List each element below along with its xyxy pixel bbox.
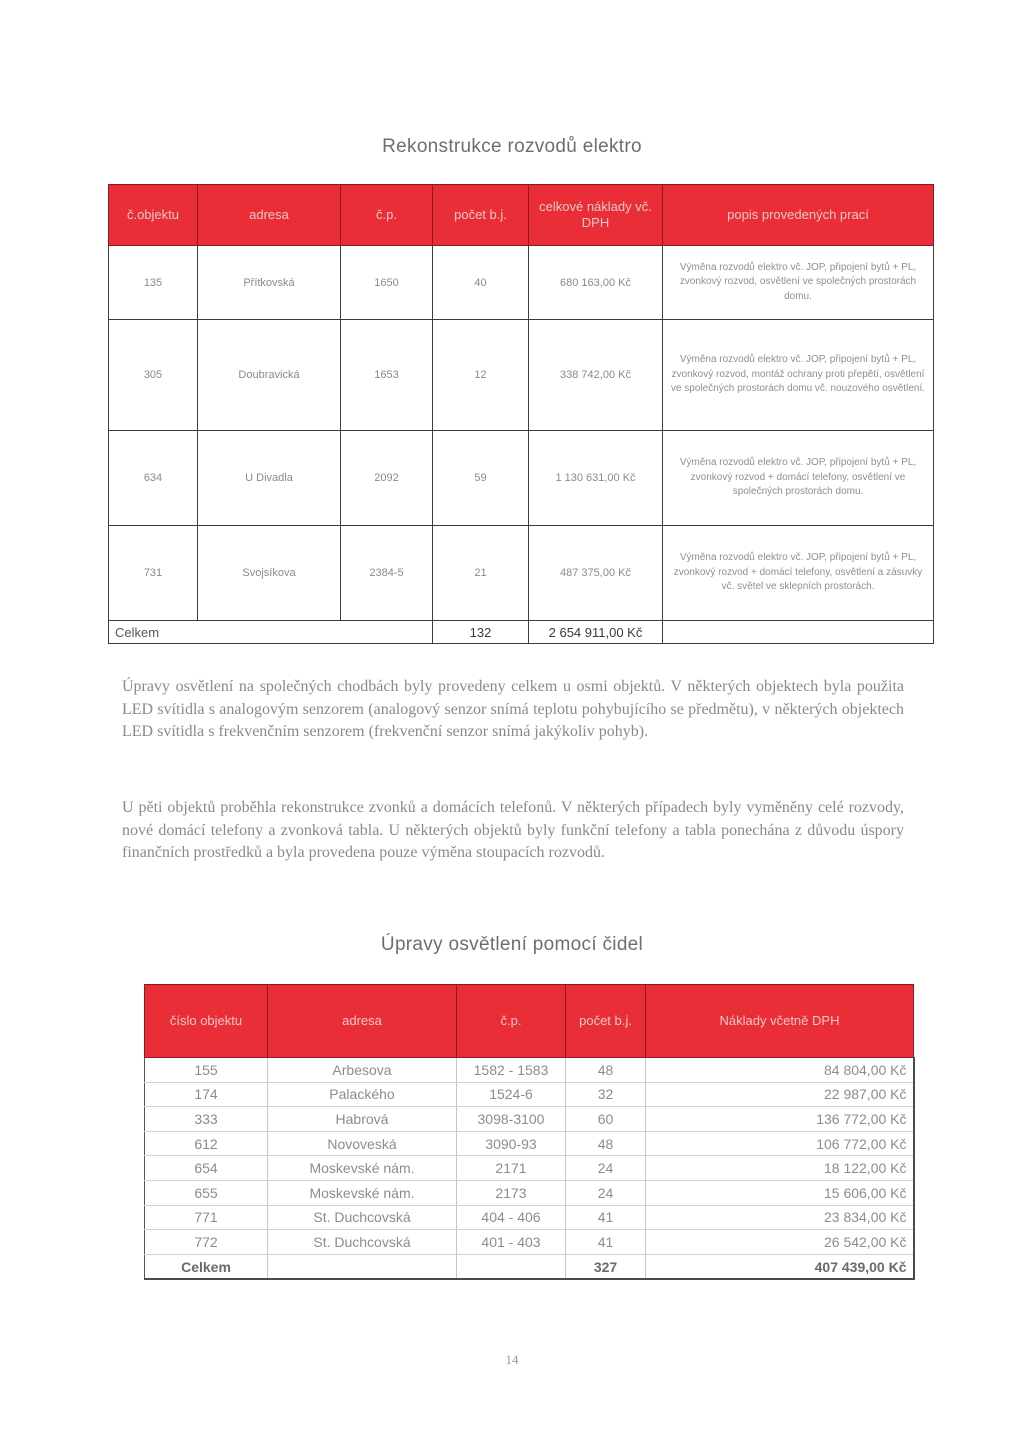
- cell-cost: 1 130 631,00 Kč: [529, 431, 663, 526]
- cell-house-number: 2384-5: [341, 526, 433, 621]
- col-header-house-number: č.p.: [457, 985, 566, 1058]
- cell-units: 60: [566, 1107, 646, 1132]
- table-row: [145, 1205, 914, 1230]
- cell-object: 174: [145, 1082, 268, 1107]
- table-row: [145, 1131, 914, 1156]
- cell-units: 24: [566, 1180, 646, 1205]
- table-row: [145, 1180, 914, 1205]
- total-label: Celkem: [145, 1254, 268, 1279]
- total-empty-cell: [268, 1254, 457, 1279]
- cell-house-number: 3098-3100: [457, 1107, 566, 1132]
- table-row: [109, 526, 934, 621]
- cell-description: Výměna rozvodů elektro vč. JOP, připojení bytů + PL, zvonkový rozvod + domácí telefony, osvětlení ve společných prostorách domu.: [663, 431, 934, 526]
- cell-house-number: 1582 - 1583: [457, 1058, 566, 1083]
- cell-object: 655: [145, 1180, 268, 1205]
- col-header-units: počet b.j.: [433, 185, 529, 246]
- total-empty-cell: [663, 621, 934, 644]
- col-header-units: počet b.j.: [566, 985, 646, 1058]
- cell-cost: 106 772,00 Kč: [646, 1131, 914, 1156]
- cell-house-number: 404 - 406: [457, 1205, 566, 1230]
- cell-house-number: 1524-6: [457, 1082, 566, 1107]
- cell-cost: 136 772,00 Kč: [646, 1107, 914, 1132]
- sensor-lighting-title: Úpravy osvětlení pomocí čidel: [380, 934, 644, 955]
- cell-units: 41: [566, 1205, 646, 1230]
- cell-cost: 18 122,00 Kč: [646, 1156, 914, 1181]
- cell-house-number: 2171: [457, 1156, 566, 1181]
- total-units: 327: [566, 1254, 646, 1279]
- cell-object: 333: [145, 1107, 268, 1132]
- cell-cost: 84 804,00 Kč: [646, 1058, 914, 1083]
- cell-object: 634: [109, 431, 198, 526]
- col-header-cost: Náklady včetně DPH: [646, 985, 914, 1058]
- cell-address: Doubravická: [198, 320, 341, 431]
- cell-units: 24: [566, 1156, 646, 1181]
- table-row: [109, 246, 934, 320]
- table-header-row: [109, 185, 934, 246]
- cell-object: 772: [145, 1230, 268, 1255]
- cell-address: Moskevské nám.: [268, 1180, 457, 1205]
- sensor-lighting-table: [144, 984, 915, 1280]
- cell-units: 32: [566, 1082, 646, 1107]
- table-row: [109, 431, 934, 526]
- rekonstrukce-title: Rekonstrukce rozvodů elektro: [382, 136, 642, 157]
- table-row: [145, 1082, 914, 1107]
- cell-house-number: 1650: [341, 246, 433, 320]
- col-header-description: popis provedených prací: [663, 185, 934, 246]
- table-row: [109, 320, 934, 431]
- cell-object: 731: [109, 526, 198, 621]
- col-header-object: číslo objektu: [145, 985, 268, 1058]
- cell-cost: 487 375,00 Kč: [529, 526, 663, 621]
- cell-object: 155: [145, 1058, 268, 1083]
- cell-units: 41: [566, 1230, 646, 1255]
- cell-cost: 26 542,00 Kč: [646, 1230, 914, 1255]
- cell-description: Výměna rozvodů elektro vč. JOP, připojení bytů + PL, zvonkový rozvod, montáž ochrany proti přepětí, osvětlení ve společných prostorách domu vč. nouzového osvětlení.: [663, 320, 934, 431]
- col-header-address: adresa: [268, 985, 457, 1058]
- cell-object: 612: [145, 1131, 268, 1156]
- table-row: [145, 1230, 914, 1255]
- paragraph-doorbells: U pěti objektů proběhla rekonstrukce zvonků a domácích telefonů. V některých případech byly vyměněny celé rozvody, nové domácí telefony a zvonková tabla. U některých objektů byly funkční telefony a tabla ponechána z důvodu úspory finančních prostředků a byla provedena pouze výměna stoupacích rozvodů.: [122, 799, 904, 861]
- total-cost: 2 654 911,00 Kč: [529, 621, 663, 644]
- cell-description: Výměna rozvodů elektro vč. JOP, připojení bytů + PL, zvonkový rozvod + domácí telefony, osvětlení a zásuvky vč. světel ve sklepních prostorách.: [663, 526, 934, 621]
- cell-cost: 338 742,00 Kč: [529, 320, 663, 431]
- cell-house-number: 3090-93: [457, 1131, 566, 1156]
- cell-object: 305: [109, 320, 198, 431]
- cell-address: St. Duchcovská: [268, 1230, 457, 1255]
- cell-house-number: 2173: [457, 1180, 566, 1205]
- paragraph-lighting: Úpravy osvětlení na společných chodbách byly provedeny celkem u osmi objektů. V některých objektech byla použita LED svítidla s analogovým senzorem (analogový senzor snímá teplotu pohybujícího se předmětu), v některých objektech LED svítidla s frekvenčním senzorem (frekvenční senzor snímá jakýkoliv pohyb).: [122, 678, 904, 740]
- cell-house-number: 401 - 403: [457, 1230, 566, 1255]
- cell-units: 48: [566, 1058, 646, 1083]
- col-header-address: adresa: [198, 185, 341, 246]
- cell-units: 21: [433, 526, 529, 621]
- cell-address: St. Duchcovská: [268, 1205, 457, 1230]
- table-row: [145, 1156, 914, 1181]
- cell-address: Novoveská: [268, 1131, 457, 1156]
- total-units: 132: [433, 621, 529, 644]
- total-label: Celkem: [109, 621, 433, 644]
- cell-address: Moskevské nám.: [268, 1156, 457, 1181]
- cell-object: 654: [145, 1156, 268, 1181]
- cell-house-number: 1653: [341, 320, 433, 431]
- table-total-row: [109, 621, 934, 644]
- cell-object: 135: [109, 246, 198, 320]
- table-header-row: [145, 985, 914, 1058]
- cell-object: 771: [145, 1205, 268, 1230]
- table-row: [145, 1107, 914, 1132]
- cell-address: Arbesova: [268, 1058, 457, 1083]
- total-cost: 407 439,00 Kč: [646, 1254, 914, 1279]
- cell-description: Výměna rozvodů elektro vč. JOP, připojení bytů + PL, zvonkový rozvod, osvětlení ve společných prostorách domu.: [663, 246, 934, 320]
- col-header-object: č.objektu: [109, 185, 198, 246]
- cell-units: 48: [566, 1131, 646, 1156]
- col-header-house-number: č.p.: [341, 185, 433, 246]
- cell-address: Palackého: [268, 1082, 457, 1107]
- cell-cost: 680 163,00 Kč: [529, 246, 663, 320]
- total-empty-cell: [457, 1254, 566, 1279]
- cell-address: Přítkovská: [198, 246, 341, 320]
- col-header-total-cost: celkové náklady vč. DPH: [529, 185, 663, 246]
- cell-cost: 23 834,00 Kč: [646, 1205, 914, 1230]
- page-number: 14: [505, 1352, 519, 1367]
- cell-units: 12: [433, 320, 529, 431]
- cell-address: Habrová: [268, 1107, 457, 1132]
- cell-cost: 15 606,00 Kč: [646, 1180, 914, 1205]
- cell-address: U Divadla: [198, 431, 341, 526]
- cell-house-number: 2092: [341, 431, 433, 526]
- cell-cost: 22 987,00 Kč: [646, 1082, 914, 1107]
- table-row: [145, 1058, 914, 1083]
- electro-renovation-table: [108, 184, 934, 644]
- table-total-row: [145, 1254, 914, 1279]
- cell-units: 59: [433, 431, 529, 526]
- cell-units: 40: [433, 246, 529, 320]
- cell-address: Svojsíkova: [198, 526, 341, 621]
